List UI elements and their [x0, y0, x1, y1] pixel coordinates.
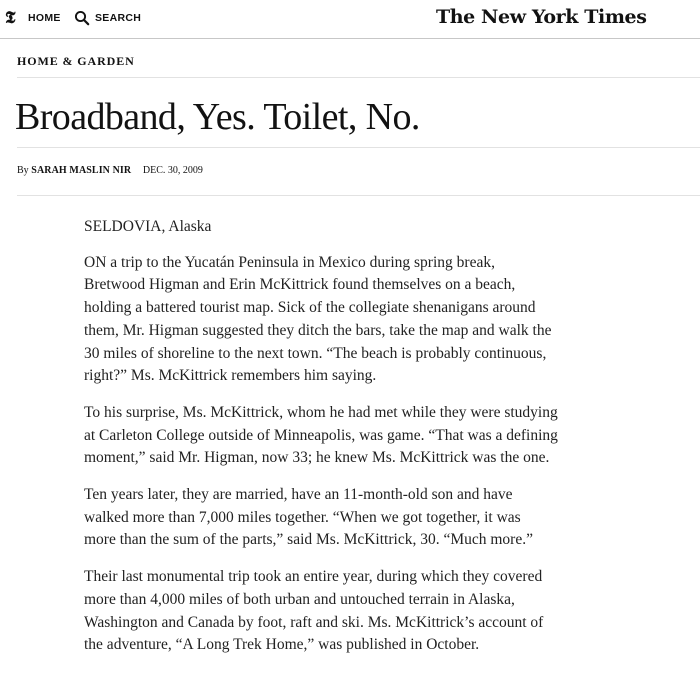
byline-prefix: By	[17, 165, 29, 176]
paragraph-line: the adventure, “A Long Trek Home,” was published in October.	[84, 636, 480, 654]
masthead-logo[interactable]: The New York Times	[436, 6, 647, 28]
article-paragraph	[84, 252, 604, 388]
paragraph-line: moment,” said Mr. Higman, now 33; he knew Ms. McKittrick was the one.	[84, 449, 550, 467]
paragraph-line: them, Mr. Higman suggested they ditch the bars, take the map and walk the	[84, 321, 552, 339]
paragraph-line: more than the sum of the parts,” said Ms. McKittrick, 30. “Much more.”	[84, 531, 533, 549]
article-dateline: SELDOVIA, Alaska	[84, 218, 212, 235]
home-link[interactable]: HOME	[28, 12, 61, 24]
headline-divider	[17, 147, 700, 148]
paragraph-line: at Carleton College outside of Minneapolis, was game. “That was a defining	[84, 426, 558, 444]
paragraph-line: Ten years later, they are married, have an 11-month-old son and have	[84, 486, 513, 504]
byline-divider	[17, 195, 700, 196]
byline-author[interactable]: SARAH MASLIN NIR	[31, 165, 132, 176]
paragraph-line: holding a battered tourist map. Sick of the collegiate shenanigans around	[84, 299, 536, 317]
paragraph-line: Their last monumental trip took an entire year, during which they covered	[84, 568, 543, 586]
paragraph-line: walked more than 7,000 miles together. “When we got together, it was	[84, 508, 521, 526]
article-headline: Broadband, Yes. Toilet, No.	[15, 96, 420, 138]
paragraph-line: Bretwood Higman and Erin McKittrick found themselves on a beach,	[84, 276, 516, 294]
article-paragraph	[84, 484, 604, 552]
section-divider	[17, 77, 700, 78]
paragraph-line: more than 4,000 miles of both urban and untouched terrain in Alaska,	[84, 590, 515, 608]
article-paragraph	[84, 402, 604, 470]
paragraph-line: ON a trip to the Yucatán Peninsula in Mexico during spring break,	[84, 253, 495, 271]
paragraph-line: 30 miles of shoreline to the next town. “The beach is probably continuous,	[84, 344, 547, 362]
publish-date: DEC. 30, 2009	[142, 165, 203, 176]
search-link[interactable]: SEARCH	[95, 12, 142, 24]
article-paragraph	[84, 566, 604, 657]
search-icon[interactable]	[74, 10, 90, 26]
paragraph-line: Washington and Canada by foot, raft and ski. Ms. McKittrick’s account of	[84, 613, 544, 631]
section-label[interactable]: HOME & GARDEN	[17, 54, 135, 68]
byline	[17, 164, 203, 178]
paragraph-line: right?” Ms. McKittrick remembers him saying.	[84, 367, 377, 385]
header-divider	[0, 38, 700, 39]
top-navigation-bar	[0, 0, 700, 38]
nyt-t-logo-icon[interactable]: 𝕿	[5, 8, 16, 28]
paragraph-line: To his surprise, Ms. McKittrick, whom he had met while they were studying	[84, 403, 558, 421]
article-body	[84, 216, 604, 657]
